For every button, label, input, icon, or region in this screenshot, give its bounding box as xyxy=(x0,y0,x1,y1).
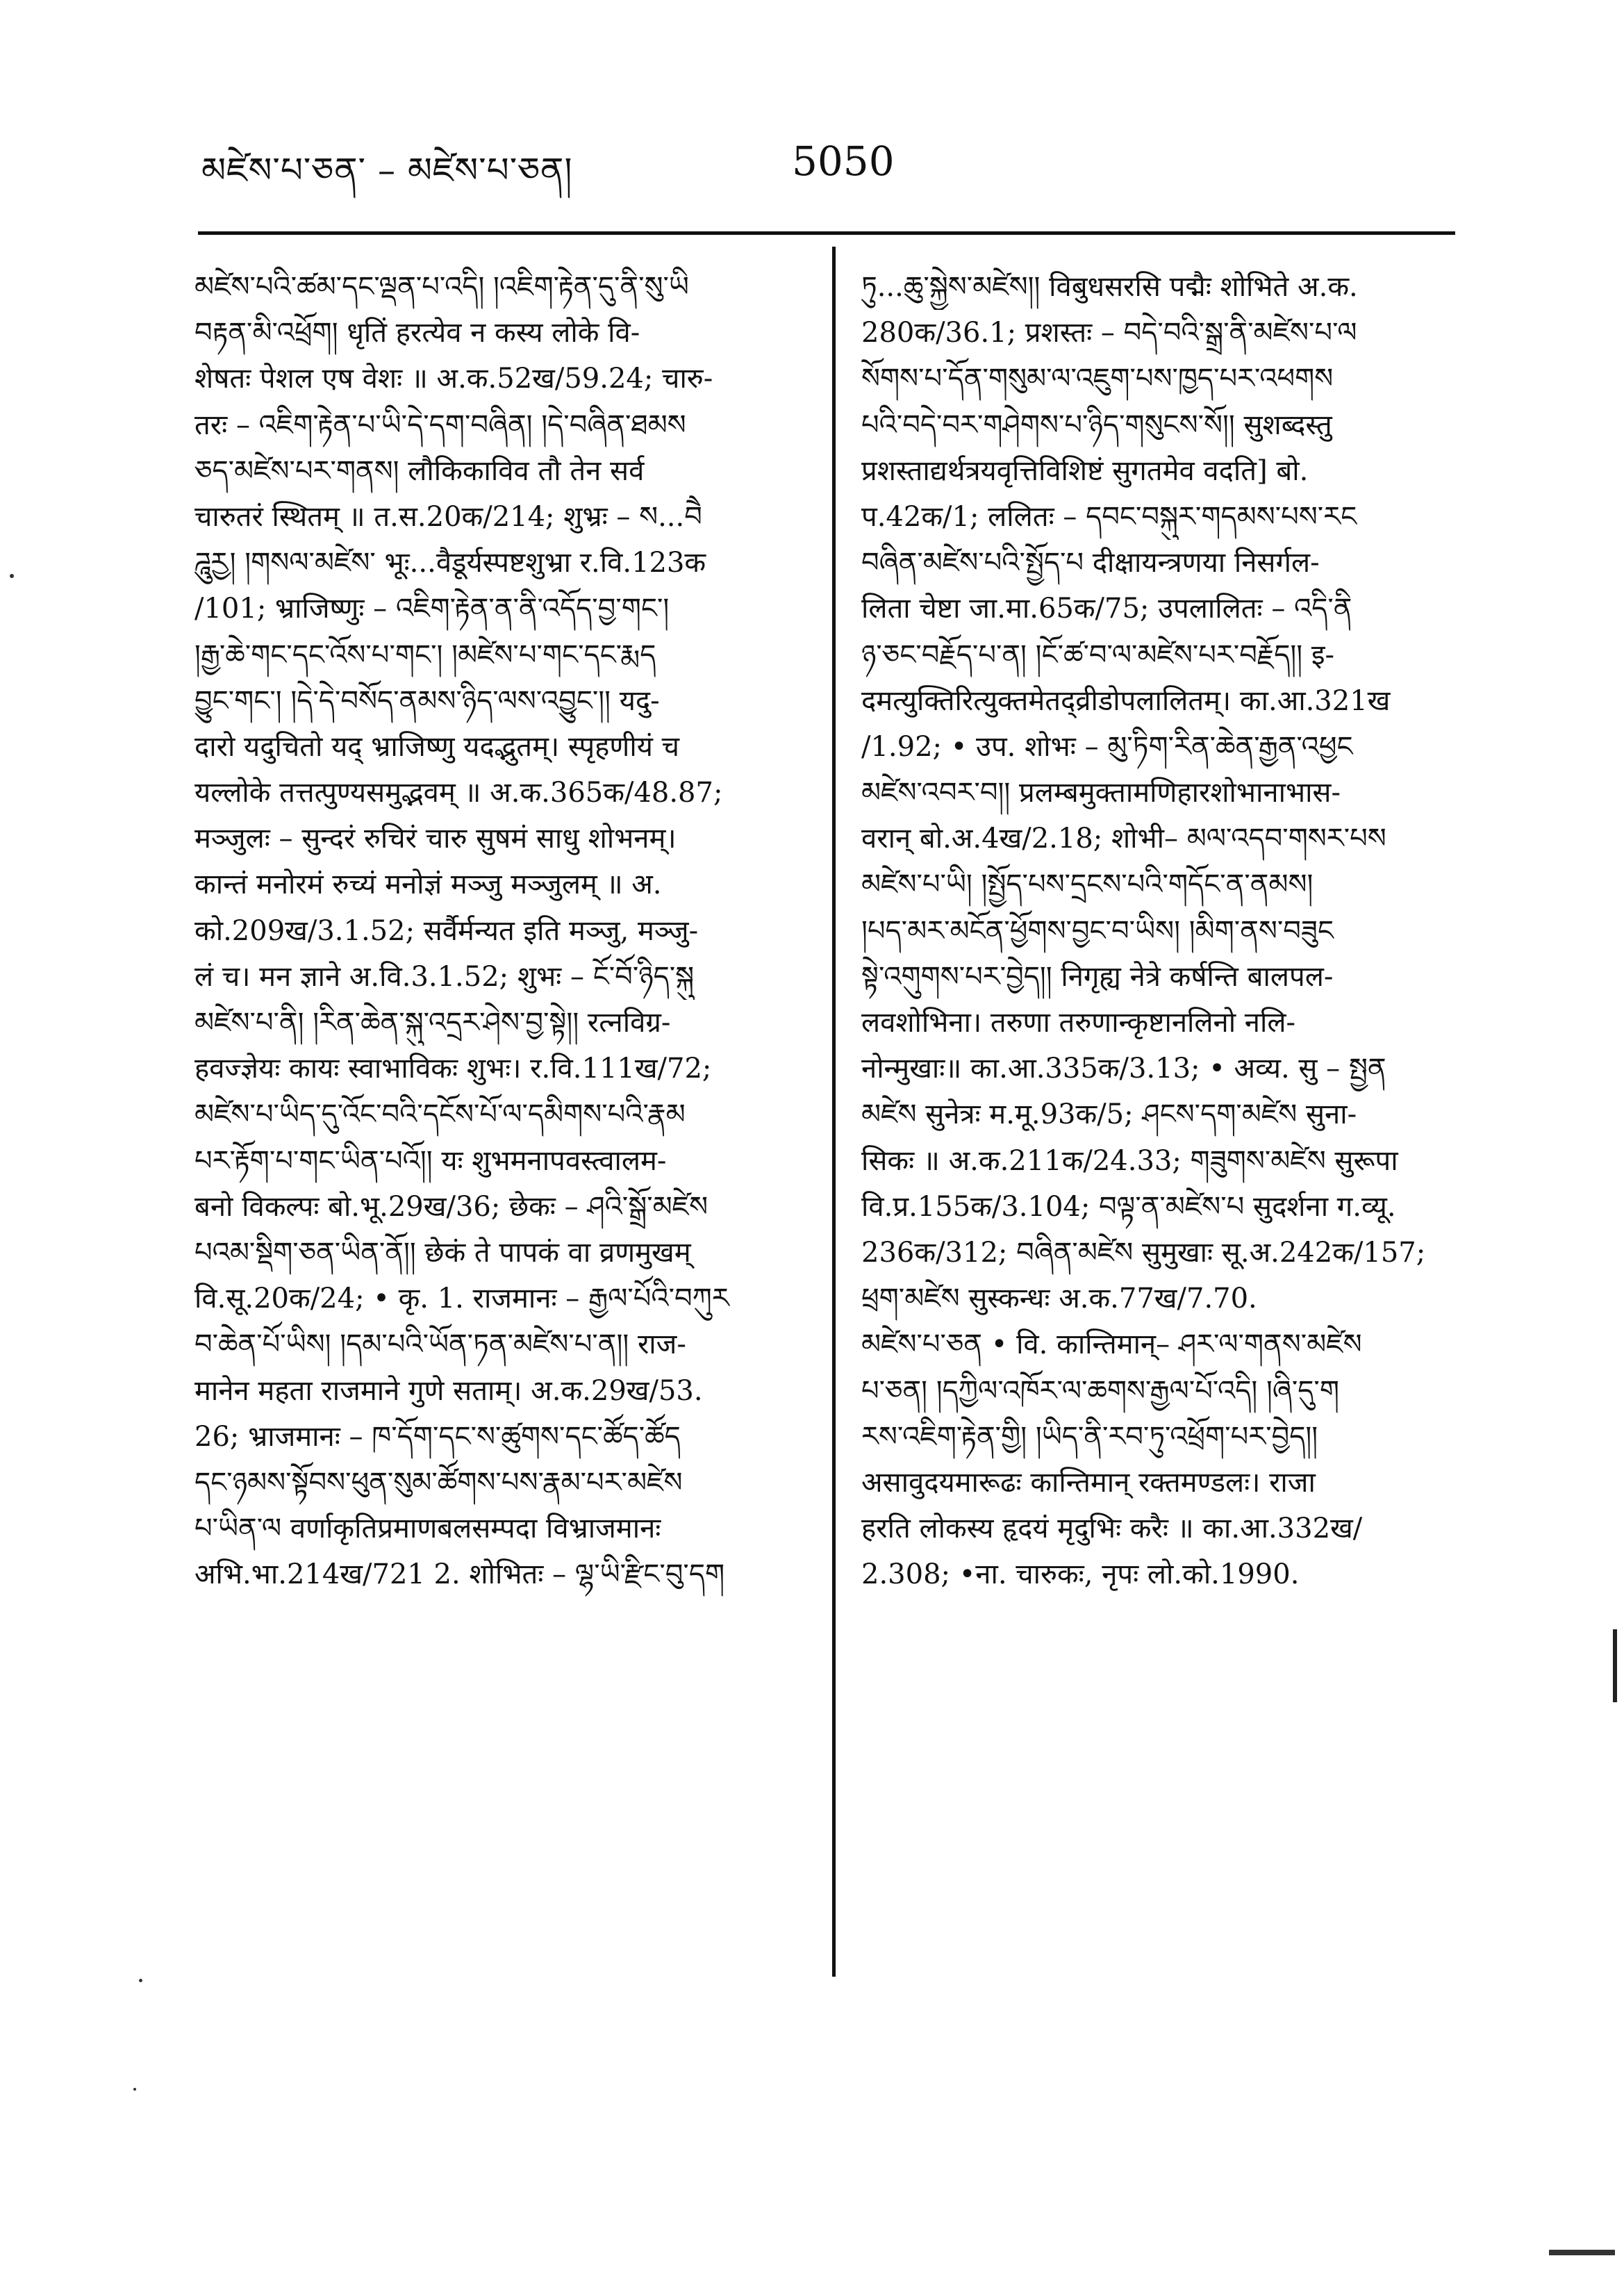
text-line: /101; भ्राजिष्णुः – འཇིག་རྟེན་ན་ནི་འདོད་བྱ་གང་། xyxy=(194,593,670,625)
text-line: /1.92; • उप. शोभः – མུ་ཏིག་རིན་ཆེན་རྒྱན་འཕྱང xyxy=(861,730,1353,763)
text-line: बनो विकल्पः बो.भू.29ख/36; छेकः – ཤའི་སྒྲོ་མཛེས xyxy=(194,1190,709,1223)
text-line: མཛེས་པ་ནི། །རིན་ཆེན་སྐུ་འདྲར་ཤེས་བྱ་སྟེ།། रत्नविग्र- xyxy=(194,1007,671,1039)
text-line: लिता चेष्टा जा.मा.65क/75; उपलालितः – འདི་ནི xyxy=(861,593,1352,625)
text-line: मानेन महता राजमाने गुणे सताम्। अ.क.29ख/53. xyxy=(194,1374,703,1407)
text-line: नोन्मुखाः॥ का.आ.335क/3.13; • अव्य. सु – སྤྱན xyxy=(861,1053,1386,1085)
text-line: ཌཱུརྱ། །གསལ་མཛེས་ भूः...वैडूर्यस्पष्टशुभ्रा र.वि.123क xyxy=(194,547,706,579)
text-line: यल्लोके तत्तत्पुण्यसमुद्भवम् ॥ अ.क.365क/48.87; xyxy=(194,777,723,809)
text-line: ཉ་ཅང་བརྗོད་པ་ན། །ངོ་ཚ་བ་ལ་མཛེས་པར་བརྗོད།། इ- xyxy=(861,639,1335,671)
text-line: དང་ཉམས་སྟོབས་ཕུན་སུམ་ཚོགས་པས་རྣམ་པར་མཛེས xyxy=(194,1466,683,1499)
text-line: ཕྲག་མཛེས सुस्कन्धः अ.क.77ख/7.70. xyxy=(861,1283,1257,1315)
text-line: वि.प्र.155क/3.104; བལྟ་ན་མཛེས་པ सुदर्शना ग.व्यू. xyxy=(861,1190,1396,1223)
running-head: མཛེས་པ་ཅན་ – མཛེས་པ་ཅན། xyxy=(201,150,573,190)
left-column xyxy=(194,264,806,1597)
page-number: 5050 xyxy=(792,138,895,185)
text-line: རས་འཇིག་རྟེན་གྱི། །ཡིད་ནི་རབ་ཏུ་འཕྲོག་པར་བྱེད།། xyxy=(861,1420,1318,1453)
text-line: हरति लोकस्य हृदयं मृदुभिः करैः ॥ का.आ.332ख/ xyxy=(861,1513,1363,1545)
text-line: །པད་མར་མངོན་ཕྱོགས་བྱང་བ་ཡིས། །མིག་ནས་བཟུང xyxy=(861,914,1334,947)
scan-speck xyxy=(10,574,14,578)
scan-speck xyxy=(139,1979,142,1982)
text-line: हवज्ज्ञेयः कायः स्वाभाविकः शुभः। र.वि.111ख/72; xyxy=(194,1053,712,1085)
text-line: 280क/36.1; प्रशस्तः – བདེ་བའི་སྒྲ་ནི་མཛེས་པ་ལ xyxy=(861,317,1357,349)
text-line: སོགས་པ་དོན་གསུམ་ལ་འཇུག་པས་ཁྱད་པར་འཕགས xyxy=(861,363,1334,395)
text-line: वि.सू.20क/24; • कृ. 1. राजमानः – རྒྱལ་པོའི་བཀུར xyxy=(194,1283,729,1315)
text-line: པ་ཡིན་ལ वर्णाकृतिप्रमाणबलसम्पदा विभ्राजमानः xyxy=(194,1513,661,1545)
text-line: तरः – འཇིག་རྟེན་པ་ཡི་དེ་དག་བཞིན། །དེ་བཞིན་ཐམས xyxy=(194,409,686,441)
text-line: लं च। मन ज्ञाने अ.वि.3.1.52; शुभः – ངོ་བོ་ཉིད་སྐུ xyxy=(194,960,695,993)
text-line: །རྒྱ་ཆེ་གང་དང་འོས་པ་གང་། །མཛེས་པ་གང་དང་རྨད xyxy=(194,639,656,671)
text-line: शेषतः पेशल एष वेशः ॥ अ.क.52ख/59.24; चारु- xyxy=(194,363,713,395)
text-line: མཛེས་པའི་ཚམ་དང་ལྡན་པ་འདི། །འཇིག་རྟེན་དུ་ནི་སུ་ཡི xyxy=(194,271,689,303)
right-column xyxy=(861,264,1455,1597)
text-line: ཏུ...ཆུ་སྐྱེས་མཛེས།། विबुधसरसि पद्मैः शोभिते अ.क. xyxy=(861,271,1358,303)
text-line: प.42क/1; ललितः – དབང་བསྐུར་གདམས་པས་རང xyxy=(861,500,1357,533)
text-line: अभि.भा.214ख/721 2. शोभितः – ལྷ་ཡི་རྫིང་བུ་དག xyxy=(194,1558,725,1591)
text-line: 236क/312; བཞིན་མཛེས सुमुखाः सू.अ.242क/157; xyxy=(861,1236,1426,1269)
text-line: པའི་བདེ་བར་གཤེགས་པ་ཉིད་གསུངས་སོ།། सुशब्दस्तु xyxy=(861,409,1332,441)
text-line: བརྟན་མི་འཕྲོག། धृतिं हरत्येव न कस्य लोके वि- xyxy=(194,317,640,349)
text-line: པ་ཅན། །དཀྱིལ་འཁོར་ལ་ཆགས་རྒྱལ་པོ་འདི། །ཞི་དུ་ག xyxy=(861,1374,1339,1407)
text-line: བ་ཆེན་པོ་ཡིས། །དམ་པའི་ཡོན་ཏན་མཛེས་པ་ན།། राज- xyxy=(194,1328,686,1361)
header-rule xyxy=(198,231,1455,235)
text-line: चारुतरं स्थितम् ॥ त.स.20क/214; शुभ्रः – ས...བཻ xyxy=(194,500,702,533)
text-line: མཛེས་པ་ཅན • वि. कान्तिमान्– ཤར་ལ་གནས་མཛེས xyxy=(861,1328,1362,1361)
text-line: 26; भ्राजमानः – ཁ་དོག་དང་ས་ཚུགས་དང་ཚོད་ཚོད xyxy=(194,1420,681,1453)
text-line: བཞིན་མཛེས་པའི་སྤྱོད་པ दीक्षायन्त्रणया निसर्गल- xyxy=(861,547,1320,579)
text-line: दारो यदुचितो यद् भ्राजिष्णु यदद्भुतम्। स्पृहणीयं च xyxy=(194,730,680,763)
column-divider xyxy=(832,247,836,1977)
text-line: མཛེས་འབར་བ།། प्रलम्बमुक्तामणिहारशोभानाभास- xyxy=(861,777,1341,809)
text-line: को.209ख/3.1.52; सर्वैर्मन्यत इति मञ्जु, मञ्जु- xyxy=(194,914,699,947)
scan-margin-mark xyxy=(1613,1629,1617,1702)
text-line: མཛེས་པ་ཡི། །སྤྱོད་པས་དྲངས་པའི་གདོང་ན་ནམས། xyxy=(861,868,1314,901)
text-line: सिकः ॥ अ.क.211क/24.33; གཟུགས་མཛེས सुरूपा xyxy=(861,1144,1398,1177)
text-line: པར་རྟོག་པ་གང་ཡིན་པའོ།། यः शुभमनापवस्त्वालम- xyxy=(194,1144,667,1177)
text-line: པའམ་སྡིག་ཅན་ཡིན་ནོ།། छेकं ते पापकं वा व्रणमुखम् xyxy=(194,1236,691,1269)
text-line: लवशोभिना। तरुणा तरुणान्कृष्टानलिनो नलि- xyxy=(861,1007,1295,1039)
text-line: བྱུང་གང་། །དེ་དེ་བསོད་ནམས་ཉིད་ལས་འབྱུང་།། यदु- xyxy=(194,684,660,717)
text-line: असावुदयमारूढः कान्तिमान् रक्तमण्डलः। राजा xyxy=(861,1466,1316,1499)
text-line: वरान् बो.अ.4ख/2.18; शोभी– མལ་འདབ་གསར་པས xyxy=(861,823,1386,855)
text-line: མཛེས་པ་ཡིད་དུ་འོང་བའི་དངོས་པོ་ལ་དམིགས་པའི་རྣམ xyxy=(194,1098,686,1131)
text-line: མཛེས सुनेत्रः म.मू.93क/5; ཤངས་དག་མཛེས सुना- xyxy=(861,1098,1357,1131)
text-line: प्रशस्ताद्यर्थत्रयवृत्तिविशिष्टं सुगतमेव वदति] बो. xyxy=(861,454,1309,487)
text-line: कान्तं मनोरमं रुच्यं मनोज्ञं मञ्जु मञ्जुलम् ॥ अ. xyxy=(194,868,662,901)
text-line: སྟེ་འགུགས་པར་བྱེད།། निगृह्य नेत्रे कर्षन्ति बालपल- xyxy=(861,960,1334,993)
text-line: 2.308; •ना. चारुकः, नृपः लो.को.1990. xyxy=(861,1558,1300,1591)
scan-speck xyxy=(133,2088,136,2091)
text-line: मञ्जुलः – सुन्दरं रुचिरं चारु सुषमं साधु शोभनम्। xyxy=(194,823,677,855)
scan-corner-mark xyxy=(1549,2250,1615,2255)
text-line: दमत्युक्तिरित्युक्तमेतद्व्रीडोपलालितम्। का.आ.321ख xyxy=(861,684,1391,717)
text-line: ཅད་མཛེས་པར་གནས། लौकिकाविव तौ तेन सर्व xyxy=(194,454,645,487)
